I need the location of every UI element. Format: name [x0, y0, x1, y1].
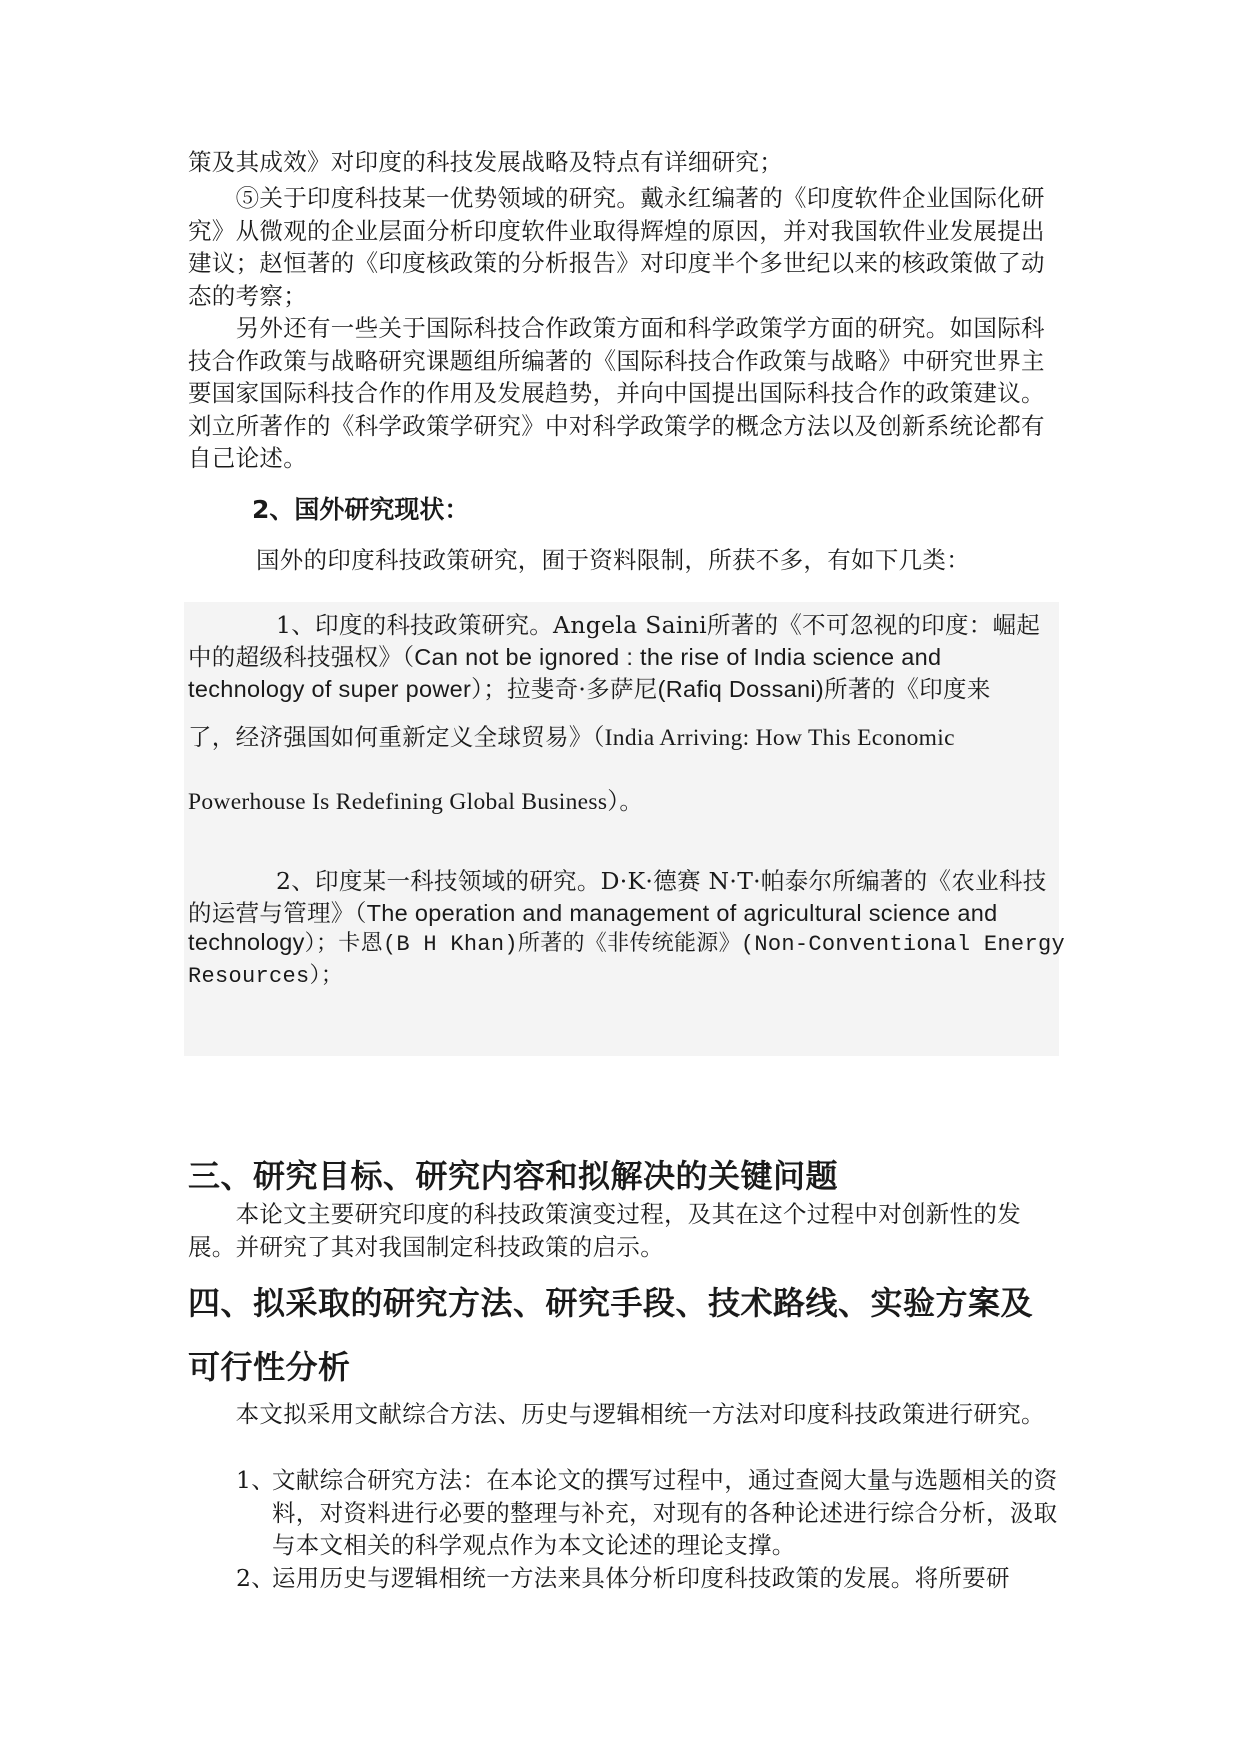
item1-line-d: 了，经济强国如何重新定义全球贸易》（India Arriving: How This Economic: [188, 723, 955, 751]
method-item-1-number: 1、: [236, 1466, 276, 1494]
item1-line-c: technology of super power）；拉斐奇·多萨尼(Rafiq Dossani)所著的《印度来: [188, 675, 991, 703]
section-3-body: 本论文主要研究印度的科技政策演变过程，及其在这个过程中对创新性的发展。并研究了其对我国制定科技政策的启示。: [188, 1200, 1021, 1261]
paragraph-item-5: ⑤关于印度科技某一优势领域的研究。戴永红编著的《印度软件企业国际化研究》从微观的企业层面分析印度软件业取得辉煌的原因，并对我国软件业发展提出建议；赵恒著的《印度核政策的分析报告》对印度半个多世纪以来的核政策做了动态的考察；: [188, 184, 1045, 310]
item2-line-d: Resources）；: [188, 964, 344, 989]
item2-line-b: 的运营与管理》（The operation and management of agricultural science and: [188, 899, 998, 927]
paragraph-line: 策及其成效》对印度的科技发展战略及特点有详细研究；: [188, 148, 783, 176]
method-item-2-number: 2、: [236, 1564, 276, 1592]
item1-line-e: Powerhouse Is Redefining Global Business）。: [188, 789, 644, 815]
item1-line-b: 中的超级科技强权》（Can not be ignored : the rise of India science and: [188, 643, 942, 671]
item2-line-c: technology）；卡恩(B H Khan)所著的《非传统能源》(Non-Conventional Energy: [188, 929, 1065, 957]
section-3-heading: 三、研究目标、研究内容和拟解决的关键问题: [188, 1157, 839, 1195]
section-4-heading-line2: 可行性分析: [188, 1348, 351, 1386]
section-4-body: 本文拟采用文献综合方法、历史与逻辑相统一方法对印度科技政策进行研究。: [188, 1400, 1045, 1428]
paragraph-other-research: 另外还有一些关于国际科技合作政策方面和科学政策学方面的研究。如国际科技合作政策与战略研究课题组所编著的《国际科技合作政策与战略》中研究世界主要国家国际科技合作的作用及发展趋势，并向中国提出国际科技合作的政策建议。刘立所著作的《科学政策学研究》中对科学政策学的概念方法以及创新系统论都有自己论述。: [188, 314, 1045, 473]
foreign-intro: 国外的印度科技政策研究，囿于资料限制，所获不多，有如下几类：: [256, 546, 970, 574]
subheading-foreign-research: 2、国外研究现状：: [252, 495, 470, 524]
item1-line-a: 1、印度的科技政策研究。Angela Saini所著的《不可忽视的印度：崛起: [276, 611, 1041, 639]
method-item-2-text: 运用历史与逻辑相统一方法来具体分析印度科技政策的发展。将所要研: [272, 1564, 1010, 1592]
section-4-heading-line1: 四、拟采取的研究方法、研究手段、技术路线、实验方案及: [188, 1284, 1034, 1322]
item2-line-a: 2、印度某一科技领域的研究。D·K·德赛 N·T·帕泰尔所编著的《农业科技: [276, 867, 1047, 895]
method-item-1-text: 文献综合研究方法：在本论文的撰写过程中，通过查阅大量与选题相关的资料，对资料进行必要的整理与补充，对现有的各种论述进行综合分析，汲取与本文相关的科学观点作为本文论述的理论支撑。: [272, 1466, 1058, 1560]
